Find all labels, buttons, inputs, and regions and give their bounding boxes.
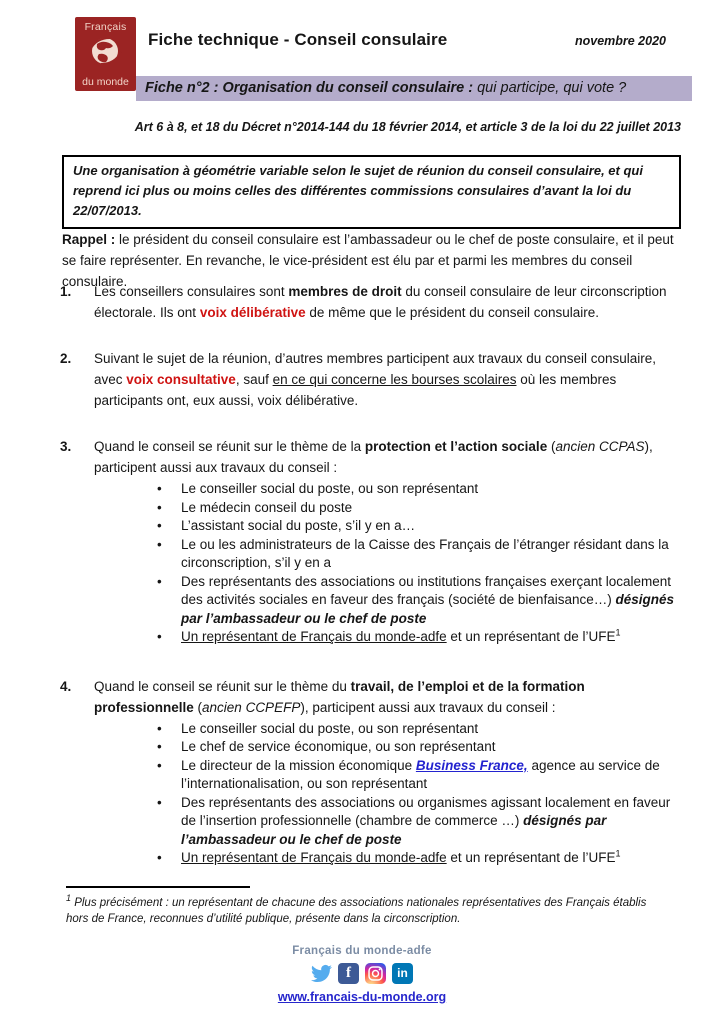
bullet: • Un représentant de Français du monde-adfe et un représentant de l’UFE$^1$ — [151, 628, 684, 647]
legal-reference: Art 6 à 8, et 18 du Décret n°2014-144 du 18 février 2014, et article 3 de la loi du 22 juillet 2013 — [134, 120, 681, 134]
list-item-3: 3. Quand le conseil se réunit sur le thème de la protection et l’action sociale (ancien CCPAS), participent aussi aux travaux du conseil : • Le conseiller social du poste, ou son représentant • Le médecin conseil du poste • L’assistant social du poste, s’il y en a… • Le ou les administrateurs de la Caisse des Français de l’étranger résidant dans la circonscription, s’il y en a • Des représentants des associations ou institutions françaises exerçant localement des activités sociales en faveur des français (société de bienfaisance…) désignés par l’ambassadeur ou le chef de poste • Un représentant de Français du monde-adfe et un représentant de l’UFE$^1$ — [60, 436, 684, 647]
bullet: • Le directeur de la mission économique Business France, agence au service de l’internationalisation, ou son représentant — [151, 757, 684, 794]
logo-text-top: Français — [84, 21, 127, 33]
twitter-icon[interactable] — [311, 963, 332, 984]
banner-tail: qui participe, qui vote ? — [473, 80, 627, 96]
bullet: • Des représentants des associations ou organismes agissant localement en faveur de l’insertion professionnelle (chambre de commerce …) désignés par l’ambassadeur ou le chef de poste — [151, 794, 684, 850]
footnote-number: 1 — [66, 893, 72, 904]
footer — [0, 945, 724, 1006]
social-icons-row — [0, 962, 724, 984]
document-date: novembre 2020 — [574, 34, 666, 48]
bullet: • Le conseiller social du poste, ou son représentant — [151, 720, 684, 739]
footnote-marker: 1 — [615, 627, 621, 638]
business-france-link[interactable]: Business France, — [415, 757, 528, 773]
numbered-list — [60, 281, 684, 868]
footnote: $^1$ Plus précisément : un représentant de chacune des associations nationales représentatives des Français établis hors de France, reconnues d’utilité publique, présente dans la circonscription. — [66, 886, 666, 927]
francais-du-monde-logo — [75, 17, 136, 91]
bullet: • Le ou les administrateurs de la Caisse des Français de l’étranger résidant dans la circonscription, s’il y en a — [151, 536, 684, 573]
fiche-subtitle-banner — [136, 76, 692, 101]
list-item-4: 4. Quand le conseil se réunit sur le thème du travail, de l’emploi et de la formation professionnelle (ancien CCPEFP), participent aussi aux travaux du conseil : • Le conseiller social du poste, ou son représentant • Le chef de service économique, ou son représentant • Le directeur de la mission économique Business France, agence au service de l’internationalisation, ou son représentant • Des représentants des associations ou organismes agissant localement en faveur de l’insertion professionnelle (chambre de commerce …) désignés par l’ambassadeur ou le chef de poste • Un représentant de Français du monde-adfe et un représentant de l’UFE$^1$ — [60, 676, 684, 868]
voix-deliberative-highlight: voix délibérative — [199, 305, 306, 320]
banner-lead: Fiche n°2 : Organisation du conseil consulaire : — [145, 80, 474, 96]
footnote-marker: 1 — [615, 848, 621, 859]
voix-consultative-highlight: voix consultative — [126, 372, 236, 387]
bullet: • Le médecin conseil du poste — [151, 499, 684, 518]
item-3-bullets — [151, 480, 684, 647]
footnote-divider — [66, 886, 250, 888]
bullet: • Un représentant de Français du monde-adfe et un représentant de l’UFE$^1$ — [151, 849, 684, 868]
bullet: • Le conseiller social du poste, ou son représentant — [151, 480, 684, 499]
facebook-icon[interactable]: f — [338, 963, 359, 984]
bullet: • L’assistant social du poste, s’il y en a… — [151, 517, 684, 536]
instagram-icon[interactable] — [365, 963, 386, 984]
item-4-bullets — [151, 720, 684, 868]
linkedin-icon[interactable]: in — [392, 963, 413, 984]
intro-box: Une organisation à géométrie variable selon le sujet de réunion du conseil consulaire, et qui reprend ici plus ou moins celles des différentes commissions consulaires d’avant la loi du 22/07/2013. — [62, 155, 681, 229]
logo-text-bottom: du monde — [82, 76, 129, 88]
bullet: • Le chef de service économique, ou son représentant — [151, 738, 684, 757]
list-item-1: 1. Les conseillers consulaires sont membres de droit du conseil consulaire de leur circonscription électorale. Ils ont voix délibérative de même que le président du conseil consulaire. — [60, 284, 667, 320]
list-item-2: 2. Suivant le sujet de la réunion, d’autres membres participent aux travaux du conseil consulaire, avec voix consultative, sauf en ce qui concerne les bourses scolaires où les membres participants ont, eux aussi, voix délibérative. — [60, 351, 657, 408]
footer-org-name: Français du monde-adfe — [292, 945, 432, 957]
rappel-paragraph: Rappel : le président du conseil consulaire est l’ambassadeur ou le chef de poste consulaire, et il peut se faire représenter. En revanche, le vice-président est élu par et parmi les membres du conseil consulaire. — [62, 232, 674, 289]
bullet: • Des représentants des associations ou institutions françaises exerçant localement des activités sociales en faveur des français (société de bienfaisance…) désignés par l’ambassadeur ou le chef de poste — [151, 573, 684, 629]
website-link[interactable]: www.francais-du-monde.org — [277, 990, 447, 1004]
rappel-label: Rappel : — [62, 232, 116, 247]
globe-icon — [87, 34, 124, 73]
page-title: Fiche technique - Conseil consulaire — [148, 30, 448, 49]
